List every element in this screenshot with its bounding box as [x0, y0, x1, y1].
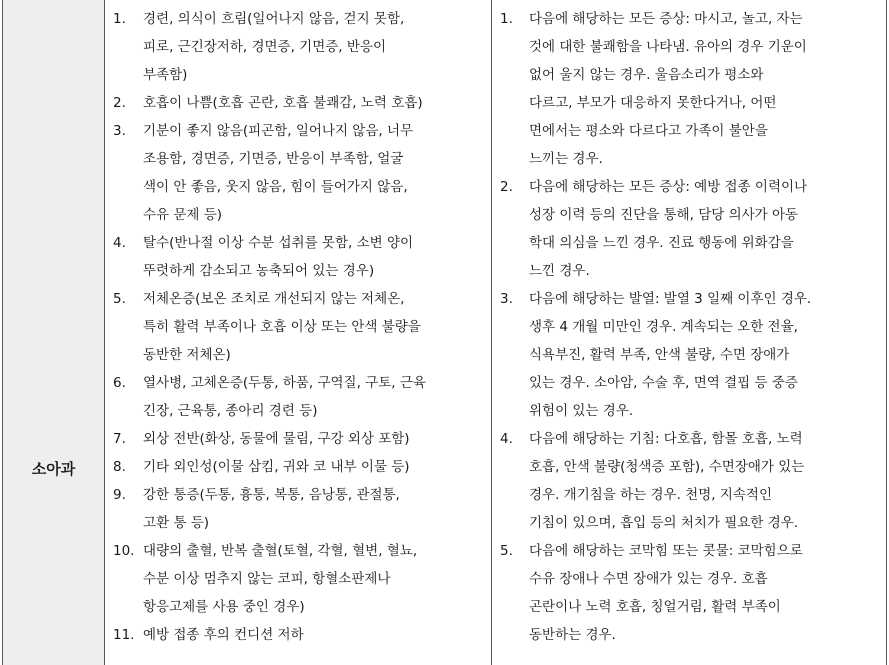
- item-text: [143, 621, 304, 649]
- item-number: 8.: [113, 459, 126, 475]
- text-line: 탈수(반나절 이상 수분 섭취를 못함, 소변 양이: [143, 235, 414, 251]
- item-number: 9.: [113, 487, 126, 503]
- item-text: [143, 285, 421, 369]
- text-line: 긴장, 근육통, 종아리 경련 등): [143, 403, 318, 419]
- text-line: 저체온증(보온 조치로 개선되지 않는 저체온,: [143, 291, 405, 307]
- item-number: 1.: [500, 11, 513, 27]
- text-line: 경련, 의식이 흐림(일어나지 않음, 걷지 못함,: [143, 11, 405, 27]
- text-line: 호흡, 안색 불량(청색증 포함), 수면장애가 있는: [529, 459, 805, 475]
- triage-table: [2, 0, 887, 665]
- item-text: [143, 229, 413, 285]
- item-number: 3.: [500, 291, 513, 307]
- text-line: 항응고제를 사용 중인 경우): [143, 599, 305, 615]
- item-text: [143, 481, 400, 537]
- text-line: 위험이 있는 경우.: [529, 403, 634, 419]
- category-cell: [3, 0, 105, 665]
- item-number: 11.: [113, 627, 135, 643]
- item-text: [143, 453, 410, 481]
- item-number: 10.: [113, 543, 135, 559]
- text-line: 없어 울지 않는 경우. 울음소리가 평소와: [529, 67, 764, 83]
- item-text: [143, 425, 410, 453]
- item-text: [529, 285, 811, 425]
- text-line: 부족함): [143, 67, 188, 83]
- text-line: 면에서는 평소와 다르다고 가족이 불안을: [529, 123, 768, 139]
- item-number: 5.: [113, 291, 126, 307]
- text-line: 다음에 해당하는 모든 증상: 마시고, 놀고, 자는: [529, 11, 803, 27]
- symptoms-column: [105, 0, 492, 665]
- text-line: 동반하는 경우.: [529, 627, 616, 643]
- text-line: 대량의 출혈, 반복 출혈(토혈, 각혈, 혈변, 혈뇨,: [143, 543, 418, 559]
- text-line: 뚜렷하게 감소되고 농축되어 있는 경우): [143, 263, 375, 279]
- text-line: 생후 4 개월 미만인 경우. 계속되는 오한 전율,: [529, 319, 798, 335]
- text-line: 열사병, 고체온증(두통, 하품, 구역질, 구토, 근육: [143, 375, 426, 391]
- item-number: 4.: [500, 431, 513, 447]
- text-line: 다음에 해당하는 코막힘 또는 콧물: 코막힘으로: [529, 543, 803, 559]
- text-line: 다음에 해당하는 기침: 다호흡, 함몰 호흡, 노력: [529, 431, 803, 447]
- text-line: 호흡이 나쁨(호흡 곤란, 호흡 불쾌감, 노력 호흡): [143, 95, 423, 111]
- text-line: 있는 경우. 소아암, 수술 후, 면역 결핍 등 중증: [529, 375, 798, 391]
- text-line: 색이 안 좋음, 웃지 않음, 힘이 들어가지 않음,: [143, 179, 408, 195]
- item-number: 1.: [113, 11, 126, 27]
- item-text: [529, 425, 804, 537]
- text-line: 고환 통 등): [143, 515, 210, 531]
- text-line: 성장 이력 등의 진단을 통해, 담당 의사가 아동: [529, 207, 799, 223]
- text-line: 기침이 있으며, 흡입 등의 처치가 필요한 경우.: [529, 515, 799, 531]
- category-label: 소아과: [31, 460, 76, 478]
- text-line: 동반한 저체온): [143, 347, 231, 363]
- item-number: 5.: [500, 543, 513, 559]
- item-number: 4.: [113, 235, 126, 251]
- text-line: 다음에 해당하는 모든 증상: 예방 접종 이력이나: [529, 179, 808, 195]
- text-line: 다르고, 부모가 대응하지 못한다거나, 어떤: [529, 95, 777, 111]
- item-text: [529, 537, 803, 649]
- item-text: [143, 5, 404, 89]
- text-line: 경우. 개기침을 하는 경우. 천명, 지속적인: [529, 487, 772, 503]
- text-line: 곤란이나 노력 호흡, 칭얼거림, 활력 부족이: [529, 599, 781, 615]
- item-text: [529, 5, 807, 173]
- text-line: 강한 통증(두통, 흉통, 복통, 음낭통, 관절통,: [143, 487, 400, 503]
- item-number: 6.: [113, 375, 126, 391]
- text-line: 조용함, 경면증, 기면증, 반응이 부족함, 얼굴: [143, 151, 404, 167]
- item-text: [143, 537, 417, 621]
- text-line: 느끼는 경우.: [529, 151, 603, 167]
- text-line: 학대 의심을 느낀 경우. 진료 행동에 위화감을: [529, 235, 794, 251]
- item-number: 3.: [113, 123, 126, 139]
- item-number: 7.: [113, 431, 126, 447]
- text-line: 기분이 좋지 않음(피곤함, 일어나지 않음, 너무: [143, 123, 414, 139]
- text-line: 외상 전반(화상, 동물에 물림, 구강 외상 포함): [143, 431, 410, 447]
- text-line: 기타 외인성(이물 삼킴, 귀와 코 내부 이물 등): [143, 459, 410, 475]
- text-line: 다음에 해당하는 발열: 발열 3 일째 이후인 경우.: [529, 291, 812, 307]
- text-line: 수유 장애나 수면 장애가 있는 경우. 호흡: [529, 571, 768, 587]
- item-number: 2.: [500, 179, 513, 195]
- text-line: 특히 활력 부족이나 호흡 이상 또는 안색 불량을: [143, 319, 421, 335]
- conditions-column: [492, 0, 885, 665]
- text-line: 것에 대한 불쾌함을 나타냄. 유아의 경우 기운이: [529, 39, 807, 55]
- text-line: 수분 이상 멈추지 않는 코피, 항혈소판제나: [143, 571, 391, 587]
- item-text: [143, 369, 426, 425]
- item-text: [529, 173, 807, 285]
- text-line: 느낀 경우.: [529, 263, 590, 279]
- text-line: 피로, 근긴장저하, 경면증, 기면증, 반응이: [143, 39, 386, 55]
- text-line: 수유 문제 등): [143, 207, 223, 223]
- text-line: 예방 접종 후의 컨디션 저하: [143, 627, 304, 643]
- item-number: 2.: [113, 95, 126, 111]
- item-text: [143, 89, 423, 117]
- text-line: 식욕부진, 활력 부족, 안색 불량, 수면 장애가: [529, 347, 790, 363]
- item-text: [143, 117, 413, 229]
